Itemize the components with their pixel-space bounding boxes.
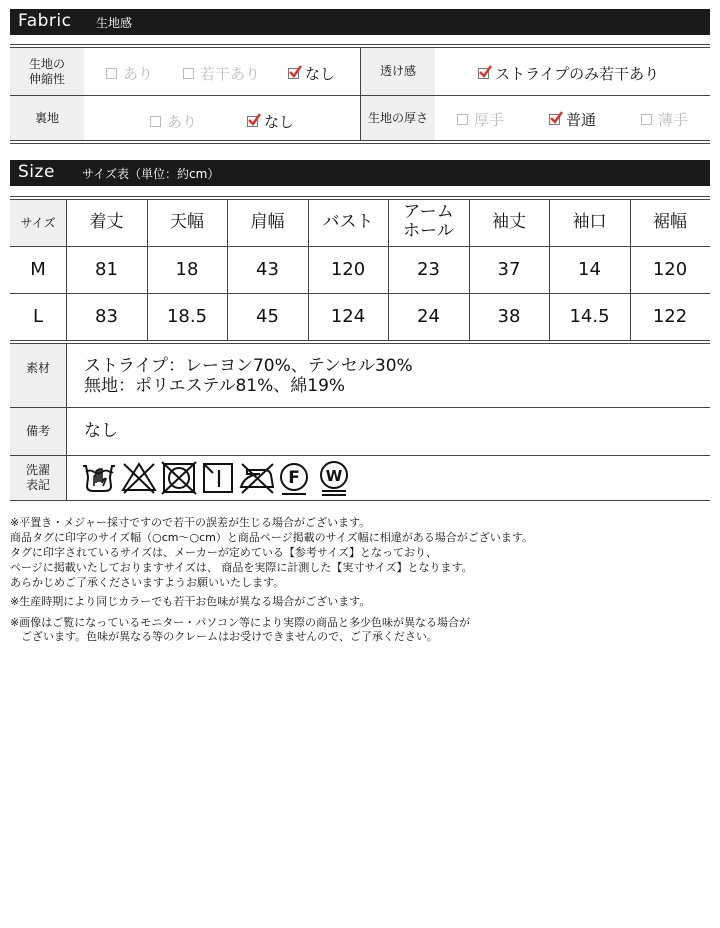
checkmark-icon <box>549 110 564 125</box>
thickness-label: 生地の厚さ <box>367 111 428 125</box>
col-header-cuff: 袖口 <box>572 212 607 232</box>
checkbox[interactable] <box>457 114 468 125</box>
thickness-option-thick[interactable]: 厚手 <box>457 109 504 130</box>
checkbox[interactable] <box>150 116 161 127</box>
dry-clean-f-icon <box>278 460 310 496</box>
checkbox-checked[interactable] <box>549 114 560 125</box>
table-cell: 45 <box>256 306 279 327</box>
fabric-title: Fabric <box>18 11 72 31</box>
hand-wash-icon <box>80 460 118 496</box>
no-tumble-dry-icon <box>160 460 198 496</box>
lining-label: 裏地 <box>34 111 59 125</box>
checkmark-icon <box>478 64 493 79</box>
table-cell: 83 <box>95 306 118 327</box>
checkbox[interactable] <box>106 68 117 79</box>
table-cell: 18.5 <box>166 306 208 327</box>
note-line: ございます。色味が異なる等のクレームはお受けできませんので、ご了承ください。 <box>10 630 438 643</box>
size-table-top-border <box>10 196 710 200</box>
table-cell: 18 <box>175 259 199 280</box>
checkbox[interactable] <box>183 68 194 79</box>
col-header-hem-width: 裾幅 <box>653 212 687 232</box>
table-cell: 81 <box>95 259 118 280</box>
table-cell: 120 <box>330 259 366 280</box>
lining-option-none[interactable]: なし <box>247 111 294 132</box>
wet-clean-w-icon <box>318 460 350 500</box>
checkmark-icon <box>288 64 303 79</box>
row-size-label: L <box>32 306 44 327</box>
stretch-option-slight[interactable]: 若干あり <box>183 63 260 84</box>
stretch-option-yes[interactable]: あり <box>106 63 153 84</box>
fabric-header-bar <box>10 9 710 35</box>
details-bottom-border <box>10 500 710 501</box>
col-header-neck-width: 天幅 <box>170 212 204 232</box>
table-cell: 37 <box>497 259 521 280</box>
size-column-header: サイズ <box>20 216 56 230</box>
remarks-label: 備考 <box>25 424 50 438</box>
no-iron-icon <box>237 460 277 496</box>
note-line: ※画像はご覧になっているモニター・パソコン等により実際の商品と多少色味が異なる場合が <box>10 616 470 629</box>
table-cell: 14.5 <box>569 306 610 327</box>
size-title: Size <box>18 162 55 182</box>
col-header-sleeve-length: 袖丈 <box>492 212 526 232</box>
material-line-2: 無地：ポリエステル81%、綿19% <box>84 376 346 396</box>
checkbox[interactable] <box>641 114 652 125</box>
details-row-divider <box>10 407 710 408</box>
note-line: あらかじめご了承くださいますようお願いいたします。 <box>10 576 285 589</box>
details-row-divider <box>10 455 710 456</box>
line-dry-shade-icon <box>201 460 235 496</box>
size-table-bottom-border <box>10 340 710 344</box>
svg-text:F: F <box>288 468 300 488</box>
no-bleach-icon <box>120 460 158 496</box>
size-header-bar <box>10 160 710 186</box>
checkbox-checked[interactable] <box>478 68 489 79</box>
row-size-label: M <box>30 259 46 280</box>
col-header-shoulder: 肩幅 <box>250 212 285 232</box>
size-subtitle: サイズ表（単位：約cm） <box>82 167 220 181</box>
sheer-value: ストライプのみ若干あり <box>478 63 659 84</box>
size-row-divider <box>10 293 710 294</box>
table-cell: 14 <box>578 259 601 280</box>
sheer-label: 透け感 <box>379 64 416 78</box>
note-line: 商品タグに印字のサイズ幅（○cm〜○cm）と商品ページ掲載のサイズ幅に相違がある場合がございます。 <box>10 531 533 544</box>
note-line: タグに印字されているサイズは、メーカーが定めている【参考サイズ】となっており、 <box>10 546 438 559</box>
remarks-value: なし <box>84 421 118 441</box>
note-line: ※平置き・メジャー採寸ですので若干の誤差が生じる場合がございます。 <box>10 516 371 529</box>
table-cell: 38 <box>497 306 521 327</box>
checkbox-checked[interactable] <box>288 68 299 79</box>
checkmark-icon <box>247 112 262 127</box>
material-label: 素材 <box>25 361 50 375</box>
checkbox-checked[interactable] <box>247 116 258 127</box>
col-header-length: 着丈 <box>89 212 124 232</box>
table-cell: 120 <box>652 259 688 280</box>
fabric-bottom-border <box>10 140 710 144</box>
note-line: ページに掲載いたしておりますサイズは、 商品を実際に計測した【実寸サイズ】となります。 <box>10 561 473 574</box>
material-line-1: ストライプ：レーヨン70%、テンセル30% <box>84 356 413 376</box>
thickness-option-thin[interactable]: 薄手 <box>641 109 688 130</box>
svg-text:W: W <box>325 467 343 485</box>
lining-option-yes[interactable]: あり <box>150 111 197 132</box>
table-cell: 43 <box>256 259 279 280</box>
thickness-option-normal[interactable]: 普通 <box>549 109 596 130</box>
col-header-bust: バスト <box>322 212 374 232</box>
table-cell: 124 <box>330 306 366 327</box>
stretch-option-none[interactable]: なし <box>288 63 335 84</box>
col-header-armhole: アーム ホール <box>403 202 454 241</box>
table-cell: 24 <box>417 306 440 327</box>
size-row-divider <box>10 246 710 247</box>
note-line: ※生産時期により同じカラーでも若干お色味が異なる場合がございます。 <box>10 595 371 608</box>
care-label: 洗濯 表記 <box>25 463 50 492</box>
fabric-center-divider <box>360 48 361 140</box>
table-cell: 122 <box>652 306 688 327</box>
table-cell: 23 <box>417 259 440 280</box>
fabric-subtitle: 生地感 <box>96 16 133 30</box>
details-divider <box>66 344 67 500</box>
stretch-label: 生地の 伸縮性 <box>28 57 65 86</box>
